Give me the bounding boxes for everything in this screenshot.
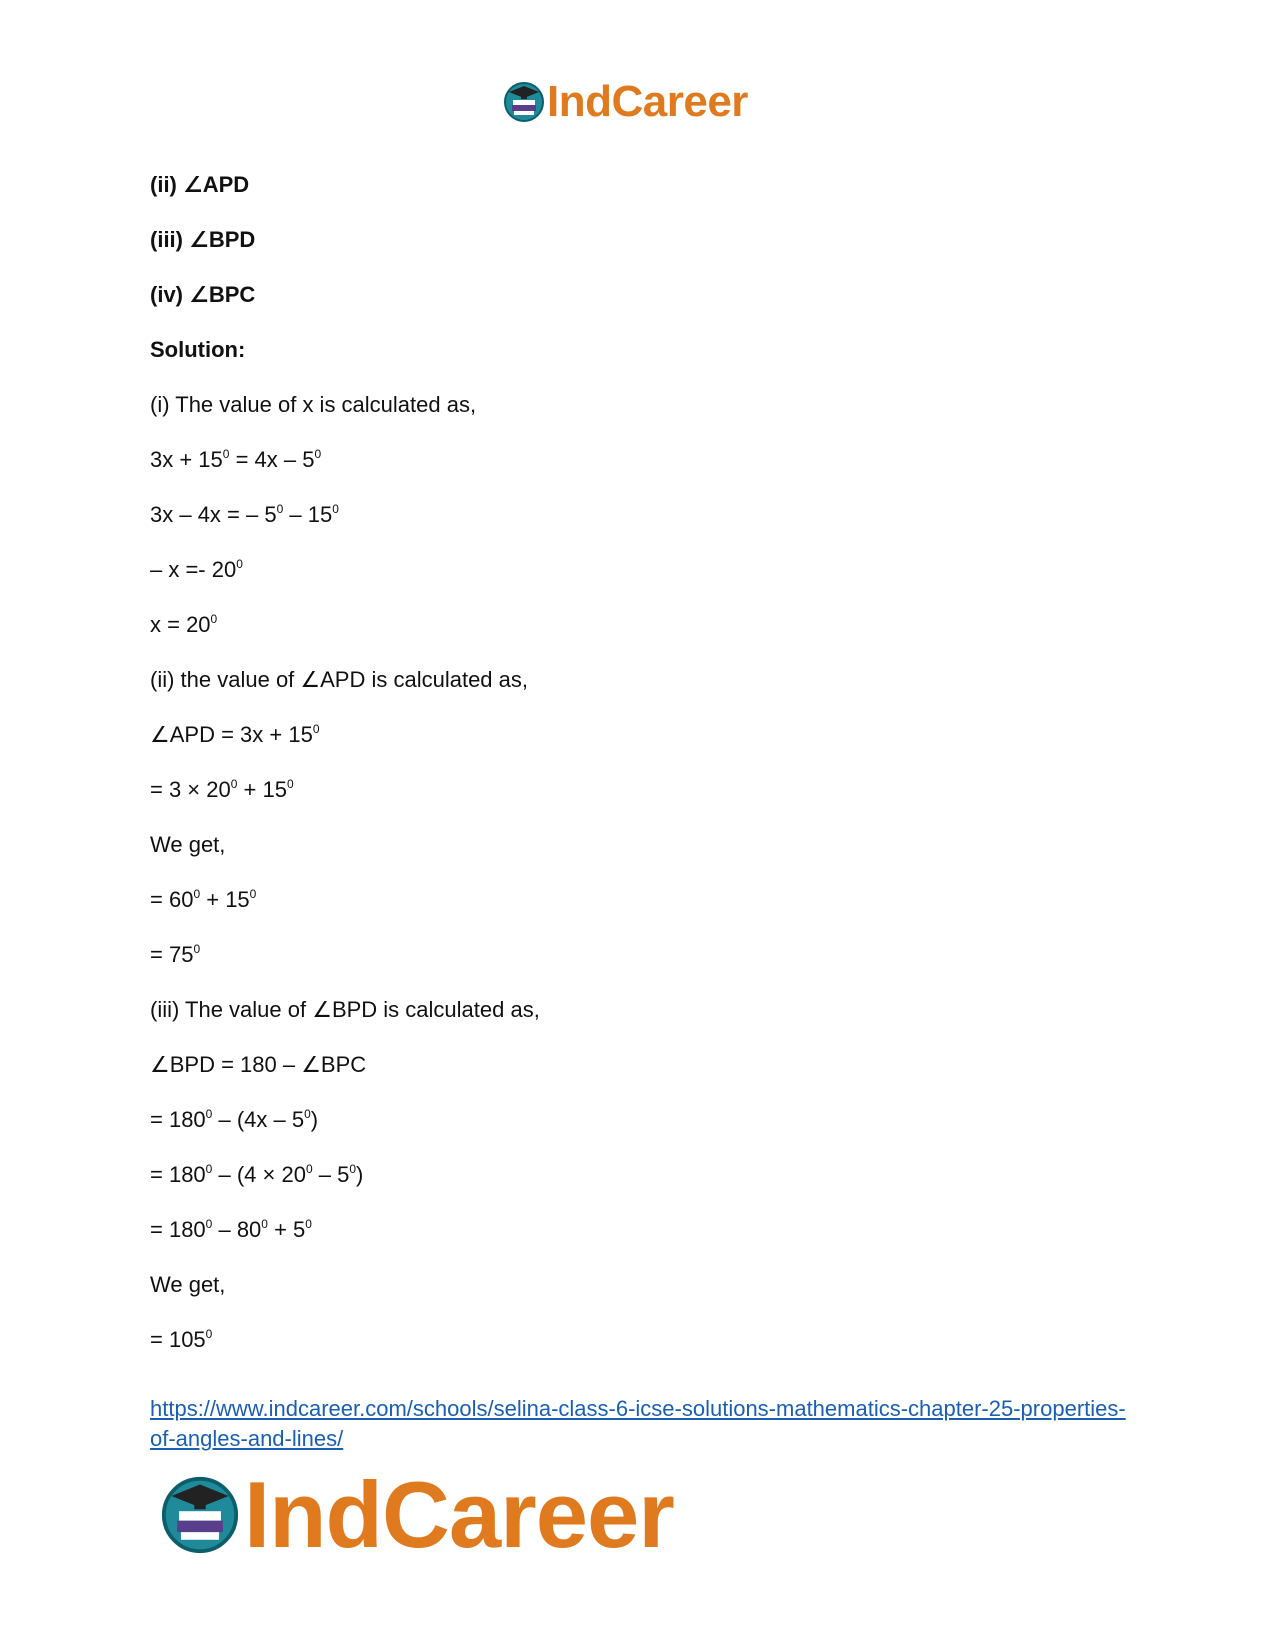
source-link[interactable]: https://www.indcareer.com/schools/selina-class-6-icse-solutions-mathematics-chapter-25-properties-of-angles-and-lines/ [150,1396,1126,1451]
globe-books-icon [503,81,545,123]
solution-line: $3x + 15^0 = 4x - 5^0$ [150,447,322,472]
globe-books-icon [160,1475,240,1555]
solution-line: $x = 20^0$ [150,612,218,637]
solution-line: (ii) ∠APD [150,172,250,197]
brand-name: IndCareer [244,1462,674,1567]
solution-line: (ii) the value of ∠APD is calculated as, [150,667,528,692]
solution-line: – $x =- 20^0$ [150,557,243,582]
solution-line: 3x – 4x = – $5^0 - 15^0$ [150,502,339,527]
brand-name: IndCareer [547,77,748,126]
solution-line: = $105^0$ [150,1327,213,1352]
solution-line: (iii) ∠BPD [150,227,256,252]
solution-line: = $180^0 - (4 \times 20^0 - 5^0)$ [150,1162,364,1187]
solution-line: ∠BPD = 180 – ∠BPC [150,1052,367,1077]
solution-line: Solution: [150,337,246,362]
solution-line: = $180^0 - (4x - 5^0)$ [150,1107,319,1132]
solution-line: = $180^0 - 80^0 + 5^0$ [150,1217,312,1242]
footer-logo [160,1462,674,1567]
solution-line: = $60^0 + 15^0$ [150,887,257,912]
solution-content [150,172,1130,1382]
solution-line: ∠APD = $3x + 15^0$ [150,722,320,747]
solution-line: = $75^0$ [150,942,201,967]
solution-line: We get, [150,832,226,857]
solution-line: We get, [150,1272,226,1297]
header-logo [503,77,748,126]
solution-line: (i) The value of x is calculated as, [150,392,477,417]
solution-line: = $3 \times 20^0 + 15^0$ [150,777,294,802]
solution-line: (iv) ∠BPC [150,282,256,307]
solution-line: (iii) The value of ∠BPD is calculated as, [150,997,540,1022]
